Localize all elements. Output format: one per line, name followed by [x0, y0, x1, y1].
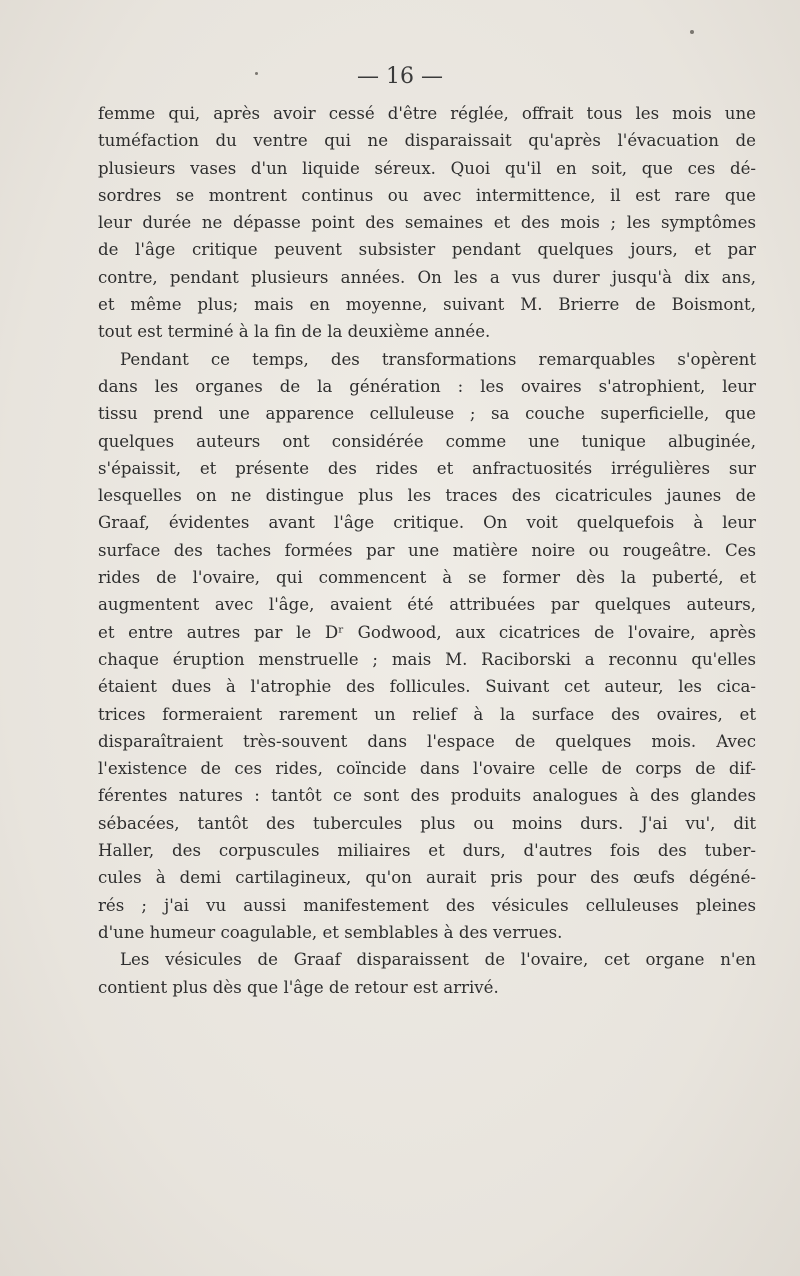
text-line: contre, pendant plusieurs années. On les a vus durer jusqu'à dix ans,	[98, 267, 756, 287]
text-line: et entre autres par le Dʳ Godwood, aux cicatrices de l'ovaire, après	[98, 622, 756, 642]
text-line: tuméfaction du ventre qui ne disparaissait qu'après l'évacuation de	[98, 131, 756, 151]
text-line: tissu prend une apparence celluleuse ; sa couche superficielle, que	[98, 404, 756, 424]
text-line: Graaf, évidentes avant l'âge critique. On voit quelquefois à leur	[98, 513, 756, 533]
text-line: de l'âge critique peuvent subsister pendant quelques jours, et par	[98, 240, 756, 260]
text-line: férentes natures : tantôt ce sont des produits analogues à des glandes	[98, 786, 756, 806]
text-line: rés ; j'ai vu aussi manifestement des vésicules celluleuses pleines	[98, 895, 756, 915]
text-line: rides de l'ovaire, qui commencent à se former dès la puberté, et	[98, 568, 756, 588]
page-number: — 16 —	[357, 64, 443, 89]
text-line: sordres se montrent continus ou avec intermittence, il est rare que	[98, 185, 756, 205]
text-line: et même plus; mais en moyenne, suivant M. Brierre de Boismont,	[98, 295, 756, 315]
text-line: quelques auteurs ont considérée comme une tunique albuginée,	[98, 431, 756, 451]
text-line: plusieurs vases d'un liquide séreux. Quoi qu'il en soit, que ces dé-	[98, 158, 756, 178]
text-line: tout est terminé à la fin de la deuxième année.	[98, 322, 491, 342]
text-line: s'épaissit, et présente des rides et anfractuosités irrégulières sur	[98, 458, 756, 478]
text-line: d'une humeur coagulable, et semblables à des verrues.	[98, 922, 563, 942]
text-line: Pendant ce temps, des transformations remarquables s'opèrent	[120, 349, 756, 369]
text-line: cules à demi cartilagineux, qu'on aurait pris pour des œufs dégéné-	[98, 868, 756, 888]
body-text	[98, 100, 756, 1001]
text-line: surface des taches formées par une matière noire ou rougeâtre. Ces	[98, 540, 756, 560]
text-line: étaient dues à l'atrophie des follicules. Suivant cet auteur, les cica-	[98, 677, 756, 697]
ink-speck	[255, 72, 258, 75]
text-line: augmentent avec l'âge, avaient été attribuées par quelques auteurs,	[98, 595, 756, 615]
text-line: l'existence de ces rides, coïncide dans l'ovaire celle de corps de dif-	[98, 759, 756, 779]
ink-speck	[690, 30, 694, 34]
text-line: sébacées, tantôt des tubercules plus ou moins durs. J'ai vu', dit	[98, 813, 756, 833]
text-line: lesquelles on ne distingue plus les traces des cicatricules jaunes de	[98, 486, 756, 506]
text-line: contient plus dès que l'âge de retour est arrivé.	[98, 977, 499, 997]
text-line: dans les organes de la génération : les ovaires s'atrophient, leur	[98, 376, 756, 396]
text-line: Les vésicules de Graaf disparaissent de l'ovaire, cet organe n'en	[120, 950, 756, 970]
text-line: leur durée ne dépasse point des semaines et des mois ; les symptômes	[98, 213, 756, 233]
text-line: femme qui, après avoir cessé d'être réglée, offrait tous les mois une	[98, 104, 756, 123]
text-line: disparaîtraient très-souvent dans l'espace de quelques mois. Avec	[98, 731, 756, 751]
text-line: trices formeraient rarement un relief à la surface des ovaires, et	[98, 704, 756, 724]
text-line: Haller, des corpuscules miliaires et durs, d'autres fois des tuber-	[98, 841, 756, 861]
text-line: chaque éruption menstruelle ; mais M. Raciborski a reconnu qu'elles	[98, 649, 756, 669]
